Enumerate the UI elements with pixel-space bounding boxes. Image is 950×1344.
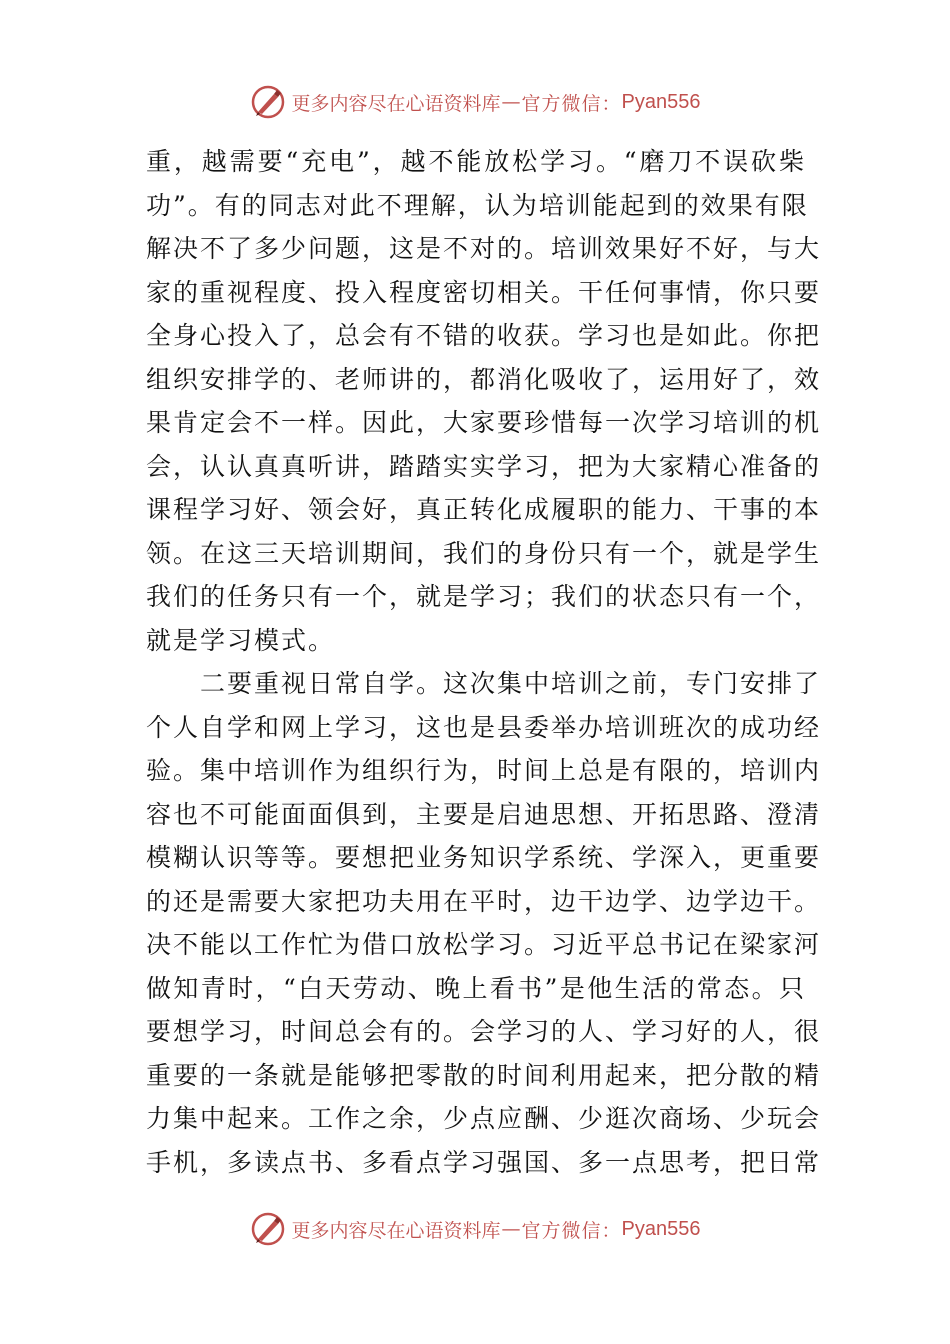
body-line: 做知青时，“白天劳动、晚上看书”是他生活的常态。只 xyxy=(146,973,806,1003)
body-line: 要想学习，时间总会有的。会学习的人、学习好的人，很 xyxy=(146,1017,822,1046)
body-line: 重，越需要“充电”，越不能放松学习。“磨刀不误砍柴 xyxy=(146,147,806,176)
header-banner xyxy=(0,82,950,122)
body-line: 组织安排学的、老师讲的，都消化吸收了，运用好了，效 xyxy=(146,364,822,394)
header-site-text: 更多内容尽在心语资料库 xyxy=(291,92,501,115)
body-line: 力集中起来。工作之余，少点应酬、少逛次商场、少玩会 xyxy=(146,1104,822,1133)
header-wechat-label: 官方微信： xyxy=(521,92,622,115)
pen-logo-icon xyxy=(250,84,286,120)
body-line: 的还是需要大家把功夫用在平时，边干边学、边学边干。 xyxy=(146,886,822,916)
header-wechat-id: Pyan556 xyxy=(621,90,701,113)
body-line: 解决不了多少问题，这是不对的。培训效果好不好，与大 xyxy=(146,234,822,263)
body-line: 我们的任务只有一个，就是学习；我们的状态只有一个， xyxy=(146,582,822,611)
footer-dash: — xyxy=(501,1218,521,1240)
pen-logo-icon xyxy=(250,1211,286,1247)
body-line: 就是学习模式。 xyxy=(146,625,336,655)
body-line: 功”。有的同志对此不理解，认为培训能起到的效果有限 xyxy=(146,190,809,220)
body-line: 课程学习好、领会好，真正转化成履职的能力、干事的本 xyxy=(146,495,822,524)
body-line: 家的重视程度、投入程度密切相关。干任何事情，你只要 xyxy=(146,277,822,307)
body-line: 果肯定会不一样。因此，大家要珍惜每一次学习培训的机 xyxy=(146,408,822,437)
footer-banner xyxy=(0,1209,950,1249)
footer-wechat-label: 官方微信： xyxy=(521,1219,622,1242)
body-line: 验。集中培训作为组织行为，时间上总是有限的，培训内 xyxy=(146,756,822,785)
body-line: 决不能以工作忙为借口放松学习。习近平总书记在梁家河 xyxy=(146,930,822,959)
body-line: 模糊认识等等。要想把业务知识学系统、学深入，更重要 xyxy=(146,843,822,872)
body-line: 会，认认真真听讲，踏踏实实学习，把为大家精心准备的 xyxy=(146,451,822,481)
body-line: 个人自学和网上学习，这也是县委举办培训班次的成功经 xyxy=(146,712,822,742)
body-line: 重要的一条就是能够把零散的时间利用起来，把分散的精 xyxy=(146,1060,822,1090)
footer-site-text: 更多内容尽在心语资料库 xyxy=(291,1219,501,1242)
body-line: 领。在这三天培训期间，我们的身份只有一个，就是学生 xyxy=(146,538,822,568)
body-line: 手机，多读点书、多看点学习强国、多一点思考，把日常 xyxy=(146,1147,822,1177)
document-body xyxy=(146,140,822,1184)
body-line: 全身心投入了，总会有不错的收获。学习也是如此。你把 xyxy=(146,321,822,350)
header-dash: — xyxy=(501,91,521,113)
body-line: 二要重视日常自学。这次集中培训之前，专门安排了 xyxy=(200,669,822,698)
body-line: 容也不可能面面俱到，主要是启迪思想、开拓思路、澄清 xyxy=(146,799,822,829)
footer-wechat-id: Pyan556 xyxy=(621,1217,701,1240)
